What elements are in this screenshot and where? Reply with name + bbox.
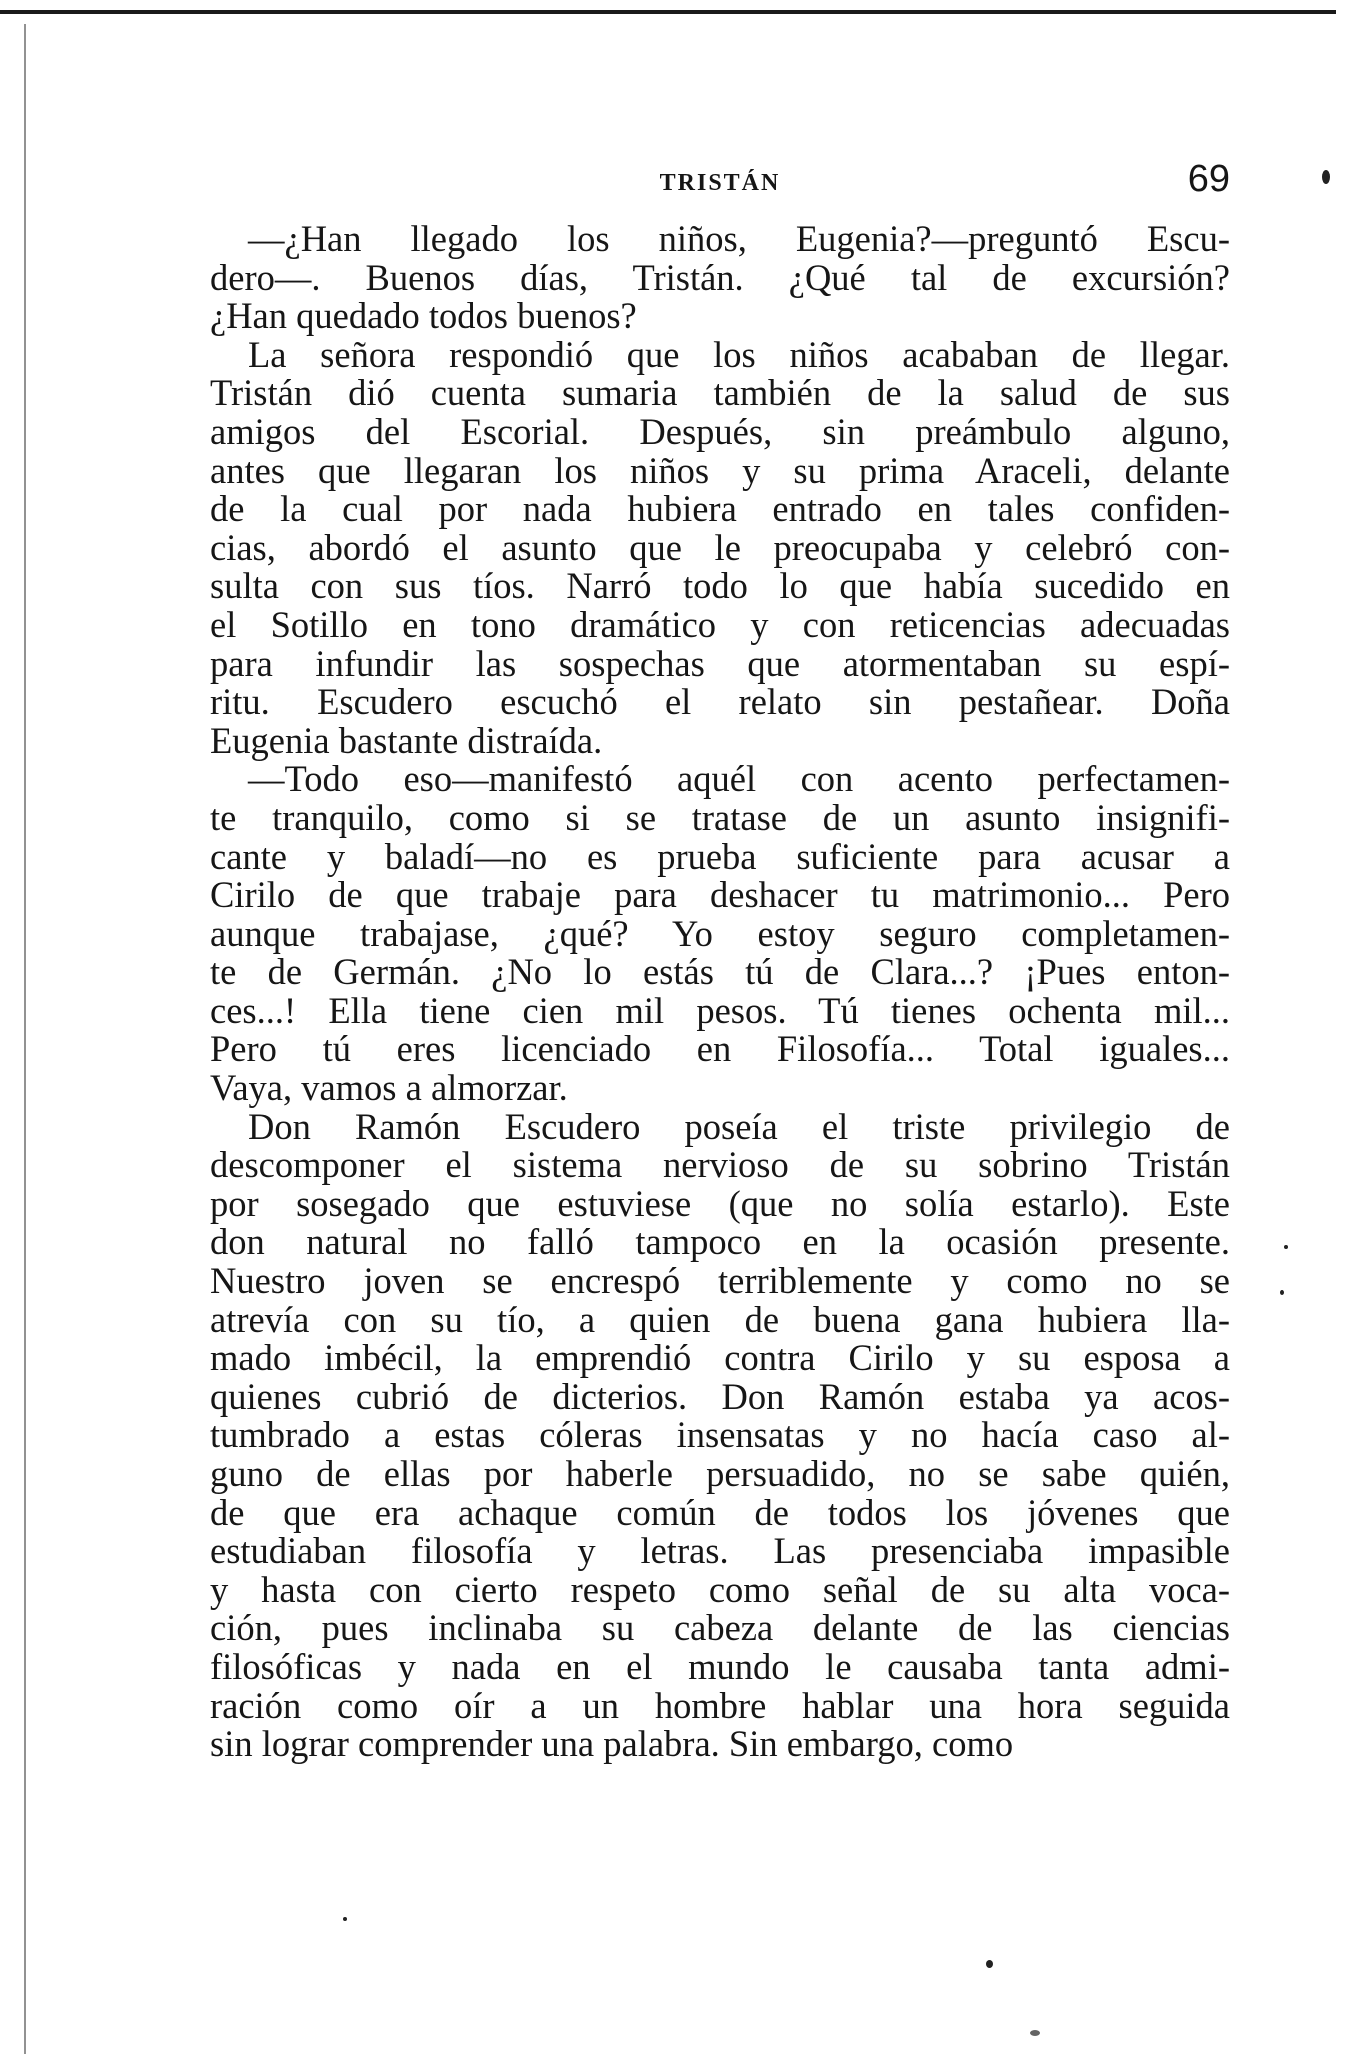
paragraph xyxy=(210,1105,1230,1765)
paragraph xyxy=(210,220,1230,336)
text-line: —Todo eso—manifestó aquél con acento perfectamen- xyxy=(248,758,1230,800)
text-line: mado imbécil, la emprendió contra Cirilo y su esposa a xyxy=(210,1337,1230,1379)
text-line: quienes cubrió de dicterios. Don Ramón estaba ya acos- xyxy=(210,1375,1230,1417)
text-line: y hasta con cierto respeto como señal de su alta voca- xyxy=(210,1568,1230,1610)
text-line: Pero tú eres licenciado en Filosofía... Total iguales... xyxy=(210,1028,1230,1070)
text-line: ¿Han quedado todos buenos? xyxy=(210,295,637,337)
text-line: dero—. Buenos días, Tristán. ¿Qué tal de excursión? xyxy=(210,256,1230,298)
text-line: ración como oír a un hombre hablar una hora seguida xyxy=(210,1684,1230,1726)
top-border-rule xyxy=(0,10,1336,14)
book-page xyxy=(210,150,1230,1764)
scan-speck xyxy=(1284,1245,1288,1249)
text-line: el Sotillo en tono dramático y con reticencias adecuadas xyxy=(210,603,1230,645)
text-line: atrevía con su tío, a quien de buena gana hubiera lla- xyxy=(210,1298,1230,1340)
text-line: antes que llegaran los niños y su prima Araceli, delante xyxy=(210,449,1230,491)
text-line: cias, abordó el asunto que le preocupaba y celebró con- xyxy=(210,526,1230,568)
scan-speck xyxy=(986,1960,993,1968)
text-line: —¿Han llegado los niños, Eugenia?—preguntó Escu- xyxy=(248,218,1230,259)
text-line: ción, pues inclinaba su cabeza delante de las ciencias xyxy=(210,1607,1230,1649)
text-line: Eugenia bastante distraída. xyxy=(210,719,603,761)
text-line: amigos del Escorial. Después, sin preámbulo alguno, xyxy=(210,410,1230,452)
text-line: don natural no falló tampoco en la ocasión presente. xyxy=(210,1221,1230,1263)
text-line: Vaya, vamos a almorzar. xyxy=(210,1067,568,1109)
scan-speck xyxy=(1280,1290,1284,1295)
text-line: te de Germán. ¿No lo estás tú de Clara...? ¡Pues enton- xyxy=(210,951,1230,993)
text-line: cante y baladí—no es prueba suficiente para acusar a xyxy=(210,835,1230,877)
paragraph xyxy=(210,760,1230,1107)
scan-speck xyxy=(1322,170,1330,184)
text-line: sulta con sus tíos. Narró todo lo que había sucedido en xyxy=(210,565,1230,607)
text-line: Nuestro joven se encrespó terriblemente y como no se xyxy=(210,1260,1230,1302)
text-line: La señora respondió que los niños acababan de llegar. xyxy=(248,333,1230,375)
left-border-rule xyxy=(24,24,26,2054)
text-line: para infundir las sospechas que atormentaban su espí- xyxy=(210,642,1230,684)
scan-speck xyxy=(343,1917,347,1921)
text-line: filosóficas y nada en el mundo le causaba tanta admi- xyxy=(210,1645,1230,1687)
text-line: ces...! Ella tiene cien mil pesos. Tú tienes ochenta mil... xyxy=(210,989,1230,1031)
text-line: ritu. Escudero escuchó el relato sin pestañear. Doña xyxy=(210,681,1230,723)
text-line: guno de ellas por haberle persuadido, no se sabe quién, xyxy=(210,1453,1230,1494)
page-number: 69 xyxy=(1187,158,1230,200)
text-line: de que era achaque común de todos los jóvenes que xyxy=(210,1491,1230,1533)
text-line: te tranquilo, como si se tratase de un asunto insignifi- xyxy=(210,796,1230,838)
running-title: TRISTÁN xyxy=(659,170,781,196)
text-line: Cirilo de que trabaje para deshacer tu matrimonio... Pero xyxy=(210,874,1230,916)
scan-speck xyxy=(1030,2030,1040,2036)
text-line: descomponer el sistema nervioso de su sobrino Tristán xyxy=(210,1144,1230,1186)
text-line: de la cual por nada hubiera entrado en tales confiden- xyxy=(210,488,1230,530)
text-line: Tristán dió cuenta sumaria también de la salud de sus xyxy=(210,372,1230,414)
text-line: estudiaban filosofía y letras. Las presenciaba impasible xyxy=(210,1530,1230,1572)
body-text xyxy=(210,220,1230,1764)
text-line: sin lograr comprender una palabra. Sin embargo, como xyxy=(210,1723,1014,1765)
text-line: Don Ramón Escudero poseía el triste privilegio de xyxy=(248,1105,1230,1147)
page-header xyxy=(210,150,1230,220)
text-line: tumbrado a estas cóleras insensatas y no hacía caso al- xyxy=(210,1414,1230,1456)
paragraph xyxy=(210,333,1230,761)
text-line: aunque trabajase, ¿qué? Yo estoy seguro completamen- xyxy=(210,912,1230,954)
text-line: por sosegado que estuviese (que no solía estarlo). Este xyxy=(210,1182,1230,1224)
